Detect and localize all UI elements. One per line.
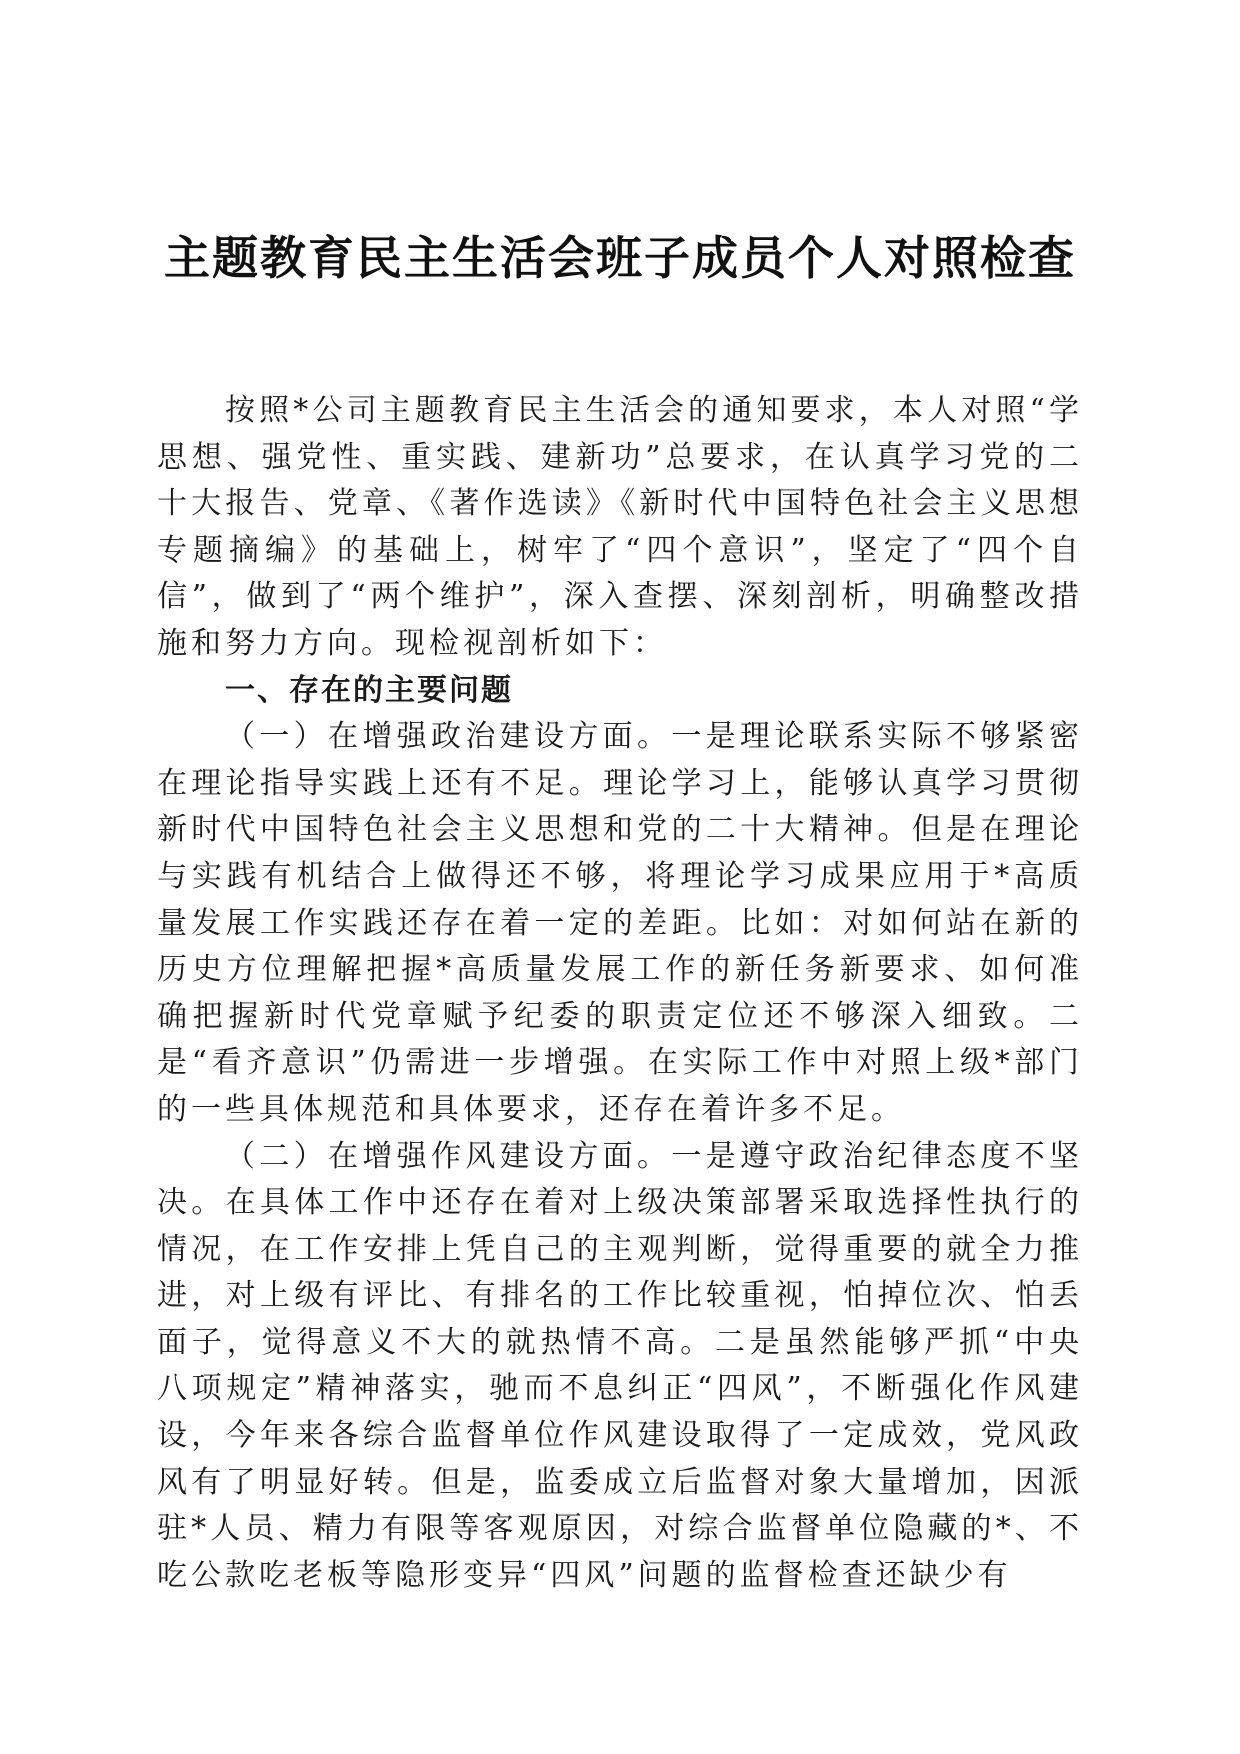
intro-paragraph: 按照*公司主题教育民主生活会的通知要求，本人对照“学思想、强党性、重实践、建新功”总要求，在认真学习党的二十大报告、党章、《著作选读》《新时代中国特色社会主义思想专题摘编》的基础上，树牢了“四个意识”，坚定了“四个自信”，做到了“两个维护”，深入查摆、深刻剖析，明确整改措施和努力方向。现检视剖析如下： <box>157 393 1083 661</box>
item-1-paragraph: （一）在增强政治建设方面。一是理论联系实际不够紧密在理论指导实践上还有不足。理论学习上，能够认真学习贯彻新时代中国特色社会主义思想和党的二十大精神。但是在理论与实践有机结合上做得还不够，将理论学习成果应用于*高质量发展工作实践还存在着一定的差距。比如：对如何站在新的历史方位理解把握*高质量发展工作的新任务新要求、如何准确把握新时代党章赋予纪委的职责定位还不够深入细致。二是“看齐意识”仍需进一步增强。在实际工作中对照上级*部门的一些具体规范和具体要求，还存在着许多不足。 <box>157 719 1083 1127</box>
document-title: 主题教育民主生活会班子成员个人对照检查 <box>164 231 1076 285</box>
section-heading: 一、存在的主要问题 <box>225 672 513 708</box>
item-2-paragraph: （二）在增强作风建设方面。一是遵守政治纪律态度不坚决。在具体工作中还存在着对上级决策部署采取选择性执行的情况，在工作安排上凭自己的主观判断，觉得重要的就全力推进，对上级有评比、有排名的工作比较重视，怕掉位次、怕丢面子，觉得意义不大的就热情不高。二是虽然能够严抓“中央八项规定”精神落实，驰而不息纠正“四风”，不断强化作风建设，今年来各综合监督单位作风建设取得了一定成效，党风政风有了明显好转。但是，监委成立后监督对象大量增加，因派驻*人员、精力有限等客观原因，对综合监督单位隐藏的*、不吃公款吃老板等隐形变异“四风”问题的监督检查还缺少有 <box>157 1138 1083 1593</box>
document-body <box>157 388 1083 1599</box>
